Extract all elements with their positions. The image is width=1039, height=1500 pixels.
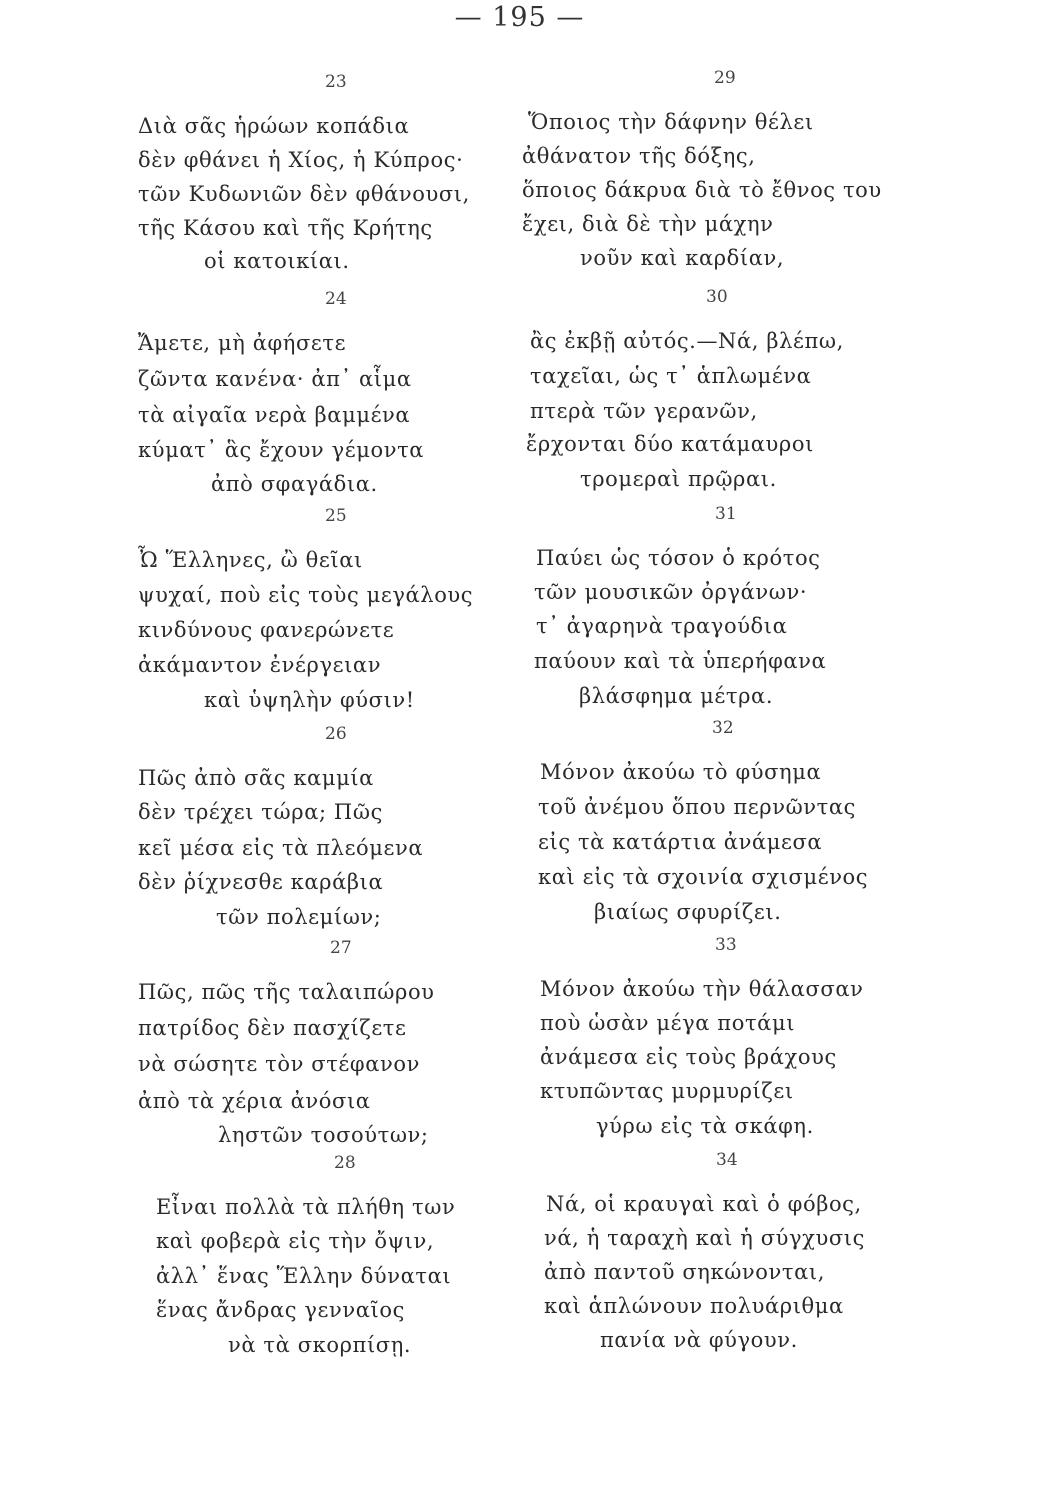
stanza-number: 31 xyxy=(715,504,737,524)
stanza-number: 27 xyxy=(330,938,352,958)
verse-line: Παύει ὡς τόσον ὁ κρότος xyxy=(536,546,821,570)
verse-line: βλάσφημα μέτρα. xyxy=(579,684,774,708)
verse-line: νὰ τὰ σκορπίσῃ. xyxy=(228,1333,412,1357)
verse-line: παύουν καὶ τὰ ὑπερήφανα xyxy=(534,649,827,673)
verse-line: ὅποιος δάκρυα διὰ τὸ ἔθνος του xyxy=(522,178,882,202)
verse-line: δὲν τρέχει τώρα; Πῶς xyxy=(138,800,383,824)
stanza-number: 28 xyxy=(334,1153,356,1173)
stanza-number: 25 xyxy=(325,506,347,526)
verse-line: τοῦ ἀνέμου ὅπου περνῶντας xyxy=(538,795,857,819)
verse-line: δὲν φθάνει ἡ Χίος, ἡ Κύπρος· xyxy=(138,148,464,172)
verse-line: κτυπῶντας μυρμυρίζει xyxy=(540,1079,794,1103)
verse-line: ἔχει, διὰ δὲ τὴν μάχην xyxy=(522,212,774,236)
verse-line: ψυχαί, ποὺ εἰς τοὺς μεγάλους xyxy=(138,583,474,607)
verse-line: γύρω εἰς τὰ σκάφη. xyxy=(596,1114,814,1138)
verse-line: ποὺ ὡσὰν μέγα ποτάμι xyxy=(540,1011,796,1035)
stanza-number: 33 xyxy=(715,935,737,955)
verse-line: Πῶς, πῶς τῆς ταλαιπώρου xyxy=(138,980,435,1004)
verse-line: ζῶντα κανένα· ἀπ᾽ αἷμα xyxy=(138,367,412,391)
stanza-number: 24 xyxy=(325,289,347,309)
stanza-number: 32 xyxy=(712,718,734,738)
verse-line: νοῦν καὶ καρδίαν, xyxy=(580,246,785,270)
verse-line: κεῖ μέσα εἰς τὰ πλεόμενα xyxy=(138,836,424,860)
verse-line: ἂς ἐκβῇ αὐτός.—Νά, βλέπω, xyxy=(530,329,844,353)
verse-line: τ᾽ ἀγαρηνὰ τραγούδια xyxy=(536,614,788,638)
verse-line: Ἄμετε, μὴ ἀφήσετε xyxy=(138,331,347,355)
verse-line: τρομεραὶ πρῷραι. xyxy=(580,467,777,491)
verse-line: ληστῶν τοσούτων; xyxy=(218,1123,429,1147)
stanza-number: 26 xyxy=(325,724,347,744)
verse-line: Διὰ σᾶς ἡρώων κοπάδια xyxy=(138,114,410,138)
stanza-number: 34 xyxy=(716,1150,738,1170)
verse-line: τῆς Κάσου καὶ τῆς Κρήτης xyxy=(138,216,433,240)
verse-line: Ὅποιος τὴν δάφνην θέλει xyxy=(528,110,814,134)
verse-line: πανία νὰ φύγουν. xyxy=(600,1328,798,1352)
verse-line: τῶν μουσικῶν ὀργάνων· xyxy=(534,580,808,604)
verse-line: ἀλλ᾽ ἕνας Ἕλλην δύναται xyxy=(156,1264,452,1288)
verse-line: ταχεῖαι, ὡς τ᾽ ἁπλωμένα xyxy=(530,364,812,388)
verse-line: τὰ αἰγαῖα νερὰ βαμμένα xyxy=(138,403,411,427)
verse-line: καὶ εἰς τὰ σχοινία σχισμένος xyxy=(538,865,869,889)
verse-line: καὶ ὑψηλὴν φύσιν! xyxy=(204,688,415,712)
verse-line: Νά, οἱ κραυγαὶ καὶ ὁ φόβος, xyxy=(546,1192,862,1216)
verse-line: Ὦ Ἕλληνες, ὢ θεῖαι xyxy=(138,548,363,572)
stanza-number: 29 xyxy=(714,68,736,88)
verse-line: Μόνον ἀκούω τὸ φύσημα xyxy=(540,760,822,784)
verse-line: ἀνάμεσα εἰς τοὺς βράχους xyxy=(540,1045,837,1069)
page-number: — 195 — xyxy=(454,2,585,33)
verse-line: ἔρχονται δύο κατάμαυροι xyxy=(526,432,814,456)
verse-line: ἕνας ἄνδρας γενναῖος xyxy=(156,1298,405,1322)
verse-line: πατρίδος δὲν πασχίζετε xyxy=(138,1016,407,1040)
verse-line: ἀπὸ παντοῦ σηκώνονται, xyxy=(544,1260,826,1284)
verse-line: Εἶναι πολλὰ τὰ πλήθη των xyxy=(156,1195,456,1219)
verse-line: Πῶς ἀπὸ σᾶς καμμία xyxy=(138,766,374,790)
verse-line: πτερὰ τῶν γερανῶν, xyxy=(530,399,758,423)
verse-line: ἀθάνατον τῆς δόξης, xyxy=(522,144,756,168)
verse-line: κύματ᾽ ἃς ἔχουν γέμοντα xyxy=(138,438,425,462)
stanza-number: 30 xyxy=(706,287,728,307)
verse-line: εἰς τὰ κατάρτια ἀνάμεσα xyxy=(538,830,823,854)
verse-line: Μόνον ἀκούω τὴν θάλασσαν xyxy=(540,977,864,1001)
verse-line: κινδύνους φανερώνετε xyxy=(138,618,395,642)
verse-line: νὰ σώσητε τὸν στέφανον xyxy=(138,1052,420,1076)
verse-line: ἀκάμαντον ἐνέργειαν xyxy=(138,653,382,677)
verse-line: νά, ἡ ταραχὴ καὶ ἡ σύγχυσις xyxy=(544,1226,866,1250)
stanza-number: 23 xyxy=(325,72,347,92)
verse-line: τῶν Κυδωνιῶν δὲν φθάνουσι, xyxy=(138,182,470,206)
verse-line: καὶ φοβερὰ εἰς τὴν ὄψιν, xyxy=(156,1229,435,1253)
verse-line: δὲν ῥίχνεσθε καράβια xyxy=(138,870,384,894)
verse-line: τῶν πολεμίων; xyxy=(216,905,382,929)
verse-line: καὶ ἁπλώνουν πολυάριθμα xyxy=(544,1294,844,1318)
verse-line: βιαίως σφυρίζει. xyxy=(594,900,782,924)
verse-line: ἀπὸ σφαγάδια. xyxy=(211,472,378,496)
verse-line: ἀπὸ τὰ χέρια ἀνόσια xyxy=(138,1089,371,1113)
verse-line: οἱ κατοικίαι. xyxy=(204,249,350,273)
